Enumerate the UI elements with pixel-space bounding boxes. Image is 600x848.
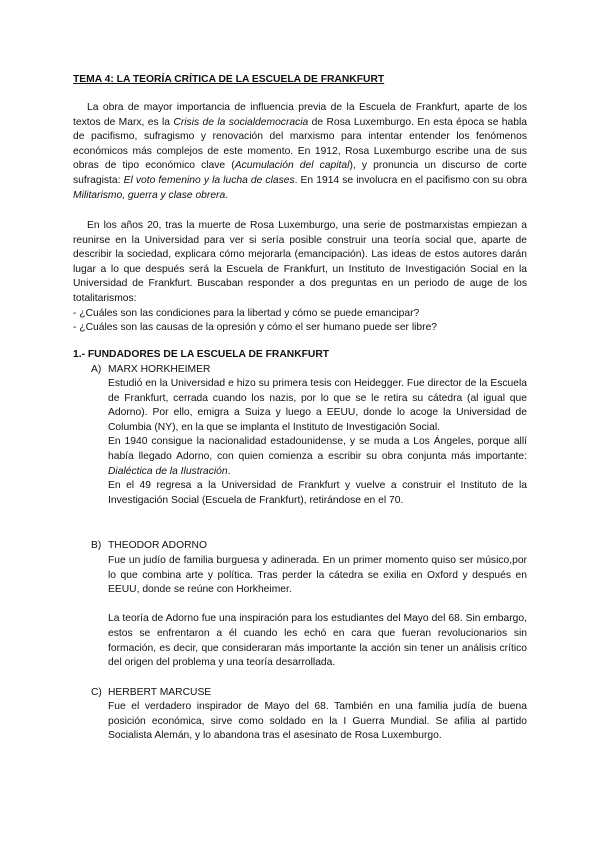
italic-work-title: Militarismo, guerra y clase obrera [73,189,226,201]
subsection-a-heading [91,363,210,378]
list-marker: B) [91,540,102,551]
paragraph-text: La teoría de Adorno fue una inspiración para los estudiantes del Mayo del 68. Sin embargo, estos se enfrentaron a él cuando les echó en cara que fueran revolucionarios sin formación, es decir, que consideraran más importante la acción sin tener un análisis crítico del origen del problema y una teoría desarrollada. [108,613,527,669]
list-marker: C) [91,687,102,698]
paragraph-text: Fue un judío de familia burguesa y adinerada. En un primer momento quiso ser músico,por lo que combina arte y política. Tras perder la cátedra se exilia en Oxford y después en EEUU, donde se reúne con Horkheimer. [108,555,527,596]
subsection-c-heading [91,686,211,701]
italic-work-title: El voto femenino y la lucha de clases [123,174,295,186]
italic-work-title: Acumulación del capital [234,160,350,172]
subsection-c-body [108,700,527,744]
italic-work-title: Dialéctica de la Ilustración [108,465,228,477]
text-run: . [225,189,229,201]
text-run: . En 1914 se involucra en el pacifismo con su obra [294,174,527,186]
paragraph-text [108,435,527,479]
text-run: En 1940 consigue la nacionalidad estadounidense, y se muda a Los Ángeles, porque allí había llegado Adorno, con quien comienza a escribir su obra conjunta más importante: [108,436,527,462]
paragraph-text: En los años 20, tras la muerte de Rosa Luxemburgo, una serie de postmarxistas empiezan a reunirse en la Universidad para ver si sería posible construir una teoría social que, aparte de describir la sociedad, explicara cómo mejorarla (emancipación). Las ideas de estos autores darán lugar a lo que después será la Escuela de Frankfurt, un Instituto de Investigación Social en la Universidad de Frankfurt. Buscaban responder a dos preguntas en un periodo de auge de los totalitarismos: [73,220,527,304]
subsection-a-name: MARX HORKHEIMER [108,364,211,375]
text-run: La obra de mayor importancia de influencia previa de la Escuela de Frankfurt, aparte de los textos de Marx, es la [73,102,527,128]
intro-paragraph-1 [73,101,527,203]
paragraph-text: Fue el verdadero inspirador de Mayo del 68. También en una familia judía de buena posición económica, sirve como soldado en la I Guerra Mundial. Se afilia al partido Socialista Alemán, y lo abandona tras el asesinato de Rosa Luxemburgo. [108,701,527,742]
text-run: . [227,465,231,477]
subsection-c-name: HERBERT MARCUSE [108,687,212,698]
question-2: - ¿Cuáles son las causas de la opresión y cómo el ser humano puede ser libre? [73,322,438,334]
question-1: - ¿Cuáles son las condiciones para la libertad y cómo se puede emancipar? [73,307,420,319]
subsection-b-heading [91,539,207,554]
paragraph-text: Estudió en la Universidad e hizo su primera tesis con Heidegger. Fue director de la Escuela de Frankfurt, cerrada cuando los nazis, por lo que se le retira su cátedra (al igual que Adorno). Por ello, emigra a Suiza y luego a EEUU, donde lo acoge la Universidad de Columbia (NY), en la que se implanta el Instituto de Investigación Social. [108,378,527,433]
subsection-b-name: THEODOR ADORNO [108,540,207,551]
list-marker: A) [91,364,102,375]
text-run: de Rosa Luxemburgo. En esta época se habla de pacifismo, sufragismo y renovación del marxismo para intentar entender los fenómenos económicos más complejos de este momento. En 1912, Rosa Luxemburgo escribe una de sus obras de tipo económico clave ( [73,116,527,172]
subsection-b-body [108,554,527,671]
page-title: TEMA 4: LA TEORÍA CRÍTICA DE LA ESCUELA DE FRANKFURT [73,74,385,85]
intro-paragraph-2 [73,219,527,336]
subsection-a-body [108,377,527,508]
italic-work-title: Crisis de la socialdemocracia [173,116,309,128]
section-heading: 1.- FUNDADORES DE LA ESCUELA DE FRANKFURT [73,349,330,360]
paragraph-text: En el 49 regresa a la Universidad de Frankfurt y vuelve a construir el Instituto de la Investigación Social (Escuela de Frankfurt), retirándose en el 70. [108,480,527,506]
spacer [108,598,527,613]
text-run: ), y pronuncia un discurso de corte sufragista: [73,160,527,186]
